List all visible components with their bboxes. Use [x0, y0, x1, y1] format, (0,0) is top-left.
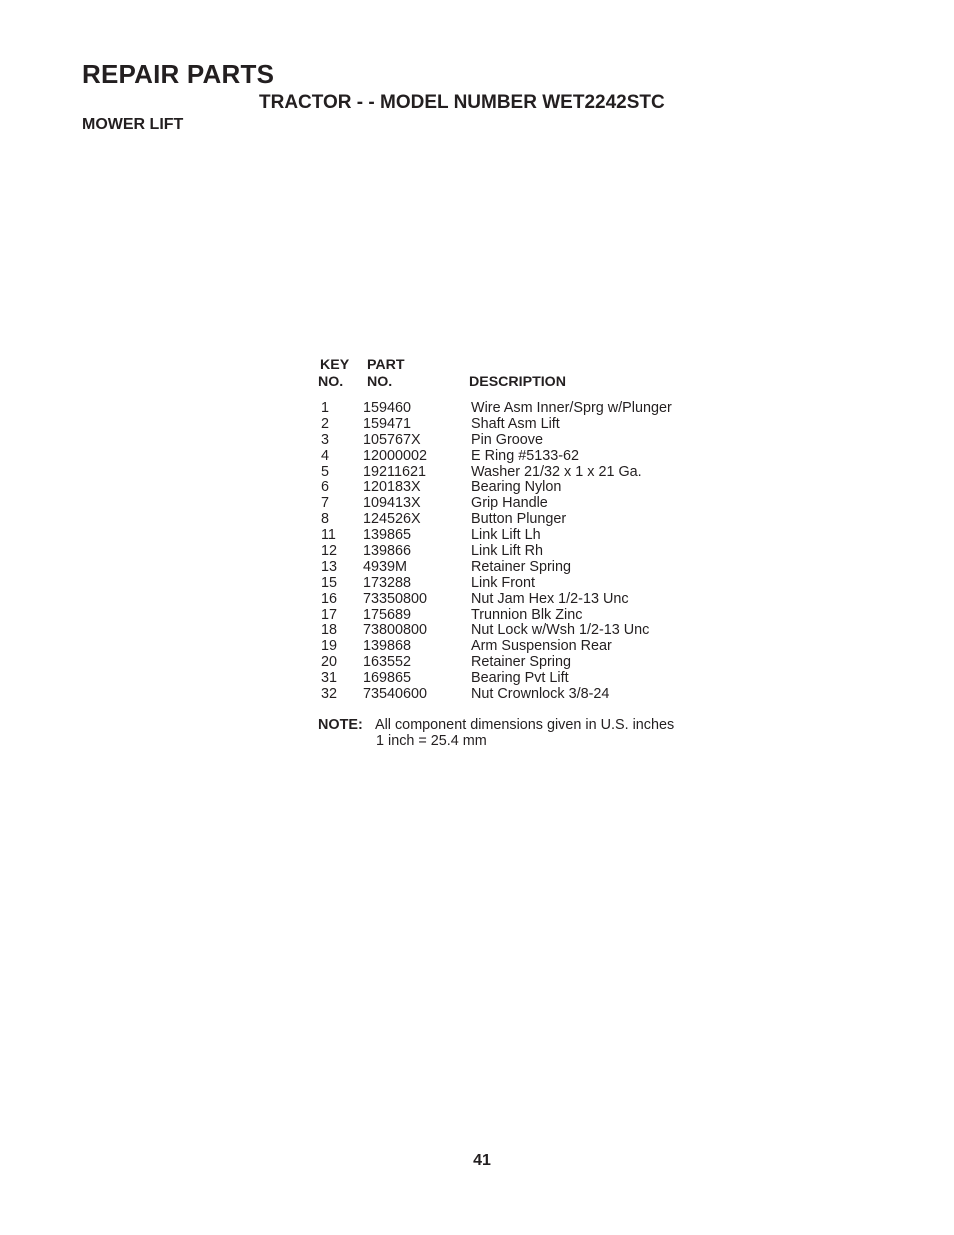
description-cell: Link Front — [471, 574, 535, 591]
part-number-cell: 139865 — [363, 527, 412, 544]
description-cell: Retainer Spring — [471, 654, 571, 671]
table-row — [318, 560, 738, 576]
part-number-cell: 159460 — [363, 400, 412, 416]
table-row — [318, 401, 738, 417]
part-number-cell: 12000002 — [363, 447, 428, 464]
parts-table-header — [318, 357, 738, 401]
part-number-cell: 139868 — [363, 638, 412, 655]
key-cell: 3 — [321, 431, 330, 448]
key-cell: 5 — [321, 463, 330, 480]
description-cell: Nut Jam Hex 1/2-13 Unc — [471, 590, 629, 607]
part-number-cell: 4939M — [363, 558, 408, 575]
part-number-cell: 169865 — [363, 670, 412, 687]
note-line1: All component dimensions given in U.S. inches — [375, 717, 675, 733]
table-row — [318, 496, 738, 512]
description-cell: Pin Groove — [471, 431, 543, 448]
parts-table — [318, 357, 738, 703]
part-number-cell: 124526X — [363, 511, 421, 528]
key-cell: 15 — [321, 574, 338, 591]
description-cell: Link Lift Rh — [471, 543, 543, 560]
key-cell: 18 — [321, 622, 338, 639]
part-number-cell: 139866 — [363, 543, 412, 560]
table-row — [318, 544, 738, 560]
table-row — [318, 655, 738, 671]
description-cell: Wire Asm Inner/Sprg w/Plunger — [471, 400, 672, 416]
table-row — [318, 480, 738, 496]
key-cell: 6 — [321, 479, 330, 496]
description-cell: Bearing Nylon — [471, 479, 562, 496]
table-row — [318, 512, 738, 528]
header-part-line1: PART — [367, 357, 405, 373]
key-cell: 16 — [321, 590, 338, 607]
description-cell: Washer 21/32 x 1 x 21 Ga. — [471, 463, 642, 480]
description-cell: Retainer Spring — [471, 558, 571, 575]
table-row — [318, 576, 738, 592]
part-number-cell: 19211621 — [363, 463, 426, 480]
part-number-cell: 173288 — [363, 574, 412, 591]
parts-table-body — [318, 401, 738, 703]
part-number-cell: 163552 — [363, 654, 412, 671]
note — [318, 718, 674, 749]
table-row — [318, 528, 738, 544]
part-number-cell: 120183X — [363, 479, 421, 496]
description-cell: Grip Handle — [471, 495, 548, 512]
key-cell: 2 — [321, 415, 330, 432]
key-cell: 12 — [321, 543, 338, 560]
table-row — [318, 687, 738, 703]
key-cell: 1 — [321, 400, 330, 416]
table-row — [318, 671, 738, 687]
table-row — [318, 417, 738, 433]
header-key-line2: NO. — [318, 374, 344, 390]
part-number-cell: 175689 — [363, 606, 412, 623]
key-cell: 4 — [321, 447, 330, 464]
key-cell: 32 — [321, 686, 338, 703]
description-cell: Nut Lock w/Wsh 1/2-13 Unc — [471, 622, 650, 639]
description-cell: Link Lift Lh — [471, 527, 541, 544]
part-number-cell: 109413X — [363, 495, 421, 512]
table-row — [318, 465, 738, 481]
key-cell: 13 — [321, 558, 338, 575]
table-row — [318, 449, 738, 465]
part-number-cell: 159471 — [363, 415, 412, 432]
header-description: DESCRIPTION — [469, 374, 566, 390]
key-cell: 8 — [321, 511, 330, 528]
section-title: MOWER LIFT — [82, 116, 184, 133]
part-number-cell: 73540600 — [363, 686, 428, 703]
header-part-line2: NO. — [367, 374, 393, 390]
description-cell: Bearing Pvt Lift — [471, 670, 569, 687]
key-cell: 31 — [321, 670, 338, 687]
description-cell: E Ring #5133-62 — [471, 447, 580, 464]
note-line2: 1 inch = 25.4 mm — [376, 732, 487, 749]
table-row — [318, 639, 738, 655]
page-title: REPAIR PARTS — [82, 59, 275, 89]
key-cell: 19 — [321, 638, 338, 655]
key-cell: 7 — [321, 495, 330, 512]
table-row — [318, 592, 738, 608]
table-row — [318, 608, 738, 624]
table-row — [318, 433, 738, 449]
model-title: TRACTOR - - MODEL NUMBER WET2242STC — [259, 92, 665, 113]
note-label: NOTE: — [318, 717, 363, 733]
page-number: 41 — [473, 1152, 491, 1169]
description-cell: Shaft Asm Lift — [471, 415, 560, 432]
description-cell: Button Plunger — [471, 511, 567, 528]
description-cell: Arm Suspension Rear — [471, 638, 612, 655]
description-cell: Trunnion Blk Zinc — [471, 606, 583, 623]
header-key-line1: KEY — [320, 357, 350, 373]
key-cell: 20 — [321, 654, 338, 671]
table-row — [318, 623, 738, 639]
key-cell: 17 — [321, 606, 338, 623]
part-number-cell: 73800800 — [363, 622, 428, 639]
key-cell: 11 — [321, 527, 336, 544]
part-number-cell: 105767X — [363, 431, 421, 448]
description-cell: Nut Crownlock 3/8-24 — [471, 686, 610, 703]
part-number-cell: 73350800 — [363, 590, 428, 607]
